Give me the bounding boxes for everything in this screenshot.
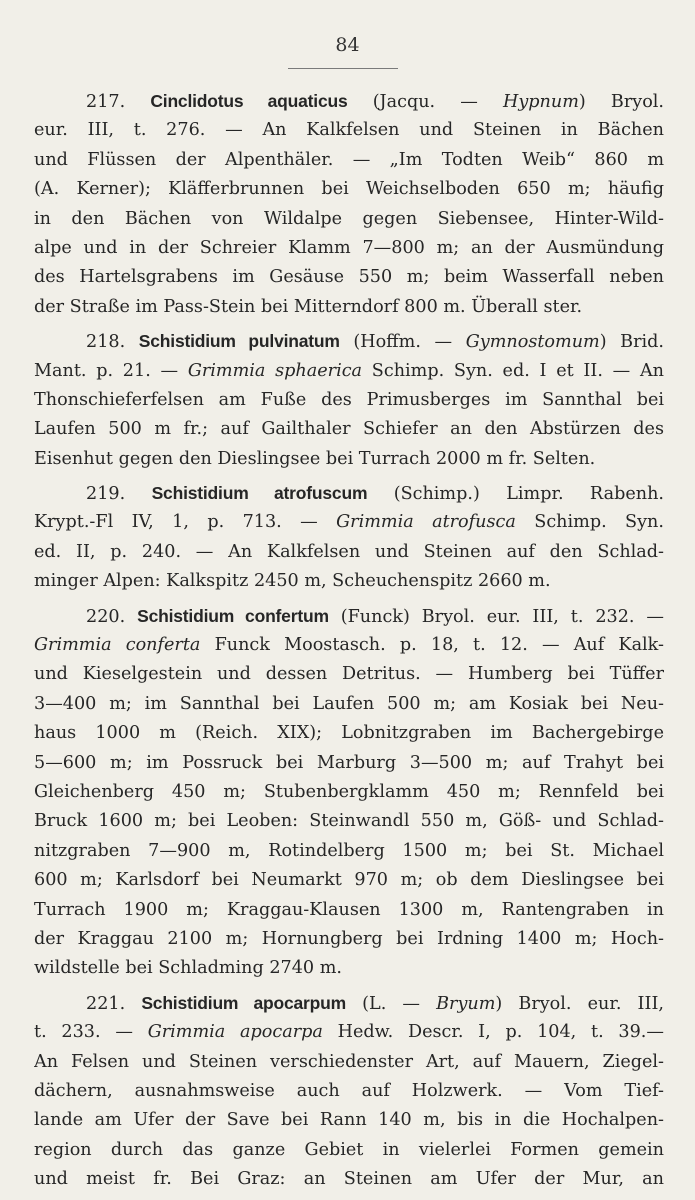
species-name: Schistidium pulvinatum: [138, 331, 340, 352]
species-entry-219: [34, 479, 664, 597]
entry-line: minger Alpen: Kalkspitz 2450 m, Scheuchenspitz 2660 m.: [34, 571, 551, 592]
entry-line: 5—600 m; im Possruck bei Marburg 3—500 m; auf Trahyt bei: [34, 752, 664, 773]
entry-line: (A. Kerner); Kläfferbrunnen bei Weichselboden 650 m; häufig: [34, 179, 664, 200]
entry-line: der Straße im Pass-Stein bei Mitterndorf 800 m. Überall ster.: [34, 296, 583, 317]
entry-line: alpe und in der Schreier Klamm 7—800 m; an der Ausmündung: [34, 237, 664, 258]
entry-line: Bruck 1600 m; bei Leoben: Steinwandl 550 m, Göß- und Schlad-: [34, 811, 664, 832]
species-name: Schistidium atrofuscum: [151, 483, 368, 504]
entry-line: 3—400 m; im Sannthal bei Laufen 500 m; am Kosiak bei Neu-: [34, 693, 664, 714]
species-entry-218: [34, 327, 664, 474]
species-entry-217: [34, 87, 664, 322]
entry-line: 218. Schistidium pulvinatum (Hoffm. — Gymnostomum) Brid.: [86, 331, 664, 353]
entry-line: in den Bächen von Wildalpe gegen Siebensee, Hinter-Wild-: [34, 208, 664, 229]
entry-line: Krypt.-Fl IV, 1, p. 713. — Grimmia atrofusca Schimp. Syn.: [34, 512, 664, 533]
entry-line: 219. Schistidium atrofuscum (Schimp.) Limpr. Rabenh.: [86, 483, 664, 505]
entry-line: 220. Schistidium confertum (Funck) Bryol. eur. III, t. 232. —: [86, 605, 664, 627]
entry-line: des Hartelsgrabens im Gesäuse 550 m; beim Wasserfall neben: [34, 267, 664, 288]
entry-line: und Flüssen der Alpenthäler. — „Im Todten Weib“ 860 m: [34, 149, 664, 170]
entry-line: der Kraggau 2100 m; Hornungberg bei Irdning 1400 m; Hoch-: [34, 928, 664, 949]
entry-line: Grimmia conferta Funck Moostasch. p. 18, t. 12. — Auf Kalk-: [34, 635, 664, 656]
entry-line: 600 m; Karlsdorf bei Neumarkt 970 m; ob dem Dieslingsee bei: [34, 870, 664, 891]
species-name: Cinclidotus aquaticus: [150, 91, 348, 111]
entry-line: Gleichenberg 450 m; Stubenbergklamm 450 m; Rennfeld bei: [34, 781, 664, 802]
page-body: [34, 87, 664, 1199]
entry-number: 217.: [86, 92, 126, 112]
entry-number: 221.: [86, 993, 126, 1014]
entry-line: lande am Ufer der Save bei Rann 140 m, bis in die Hochalpen-: [34, 1110, 664, 1131]
entry-line: Eisenhut gegen den Dieslingsee bei Turrach 2000 m fr. Selten.: [34, 448, 596, 469]
entry-line: und meist fr. Bei Graz: an Steinen am Ufer der Mur, an: [34, 1169, 664, 1190]
entry-number: 219.: [86, 484, 126, 505]
entry-line: dächern, ausnahmsweise auch auf Holzwerk. — Vom Tief-: [34, 1080, 664, 1101]
entry-line: 221. Schistidium apocarpum (L. — Bryum) Bryol. eur. III,: [86, 992, 664, 1014]
species-name: Schistidium apocarpum: [141, 992, 347, 1013]
entry-line: wildstelle bei Schladming 2740 m.: [34, 958, 342, 979]
entry-line: Turrach 1900 m; Kraggau-Klausen 1300 m, Rantengraben in: [34, 899, 664, 920]
entry-line: region durch das ganze Gebiet in vielerlei Formen gemein: [34, 1139, 664, 1160]
entry-line: Laufen 500 m fr.; auf Gailthaler Schiefer an den Abstürzen des: [34, 419, 664, 440]
entry-number: 220.: [86, 606, 126, 627]
species-name: Schistidium confertum: [137, 605, 329, 626]
entry-line: nitzgraben 7—900 m, Rotindelberg 1500 m; bei St. Michael: [34, 840, 664, 861]
entry-line: und Kieselgestein und dessen Detritus. — Humberg bei Tüffer: [34, 664, 664, 685]
entry-line: Mant. p. 21. — Grimmia sphaerica Schimp. Syn. ed. I et II. — An: [34, 360, 664, 381]
entry-line: haus 1000 m (Reich. XIX); Lobnitzgraben im Bachergebirge: [34, 723, 664, 744]
header-rule: [288, 68, 398, 69]
entry-number: 218.: [86, 332, 126, 353]
species-entry-220: [34, 602, 664, 984]
entry-line: eur. III, t. 276. — An Kalkfelsen und Steinen in Bächen: [34, 120, 664, 141]
entry-line: 217. Cinclidotus aquaticus (Jacqu. — Hypnum) Bryol.: [86, 91, 664, 112]
entry-line: t. 233. — Grimmia apocarpa Hedw. Descr. I, p. 104, t. 39.—: [34, 1022, 664, 1043]
entry-line: Thonschieferfelsen am Fuße des Primusberges im Sannthal bei: [34, 389, 664, 410]
species-entry-221: [34, 989, 664, 1195]
entry-line: An Felsen und Steinen verschiedenster Art, auf Mauern, Ziegel-: [34, 1051, 664, 1072]
page-number: 84: [335, 34, 360, 56]
entry-line: ed. II, p. 240. — An Kalkfelsen und Steinen auf den Schlad-: [34, 541, 664, 562]
